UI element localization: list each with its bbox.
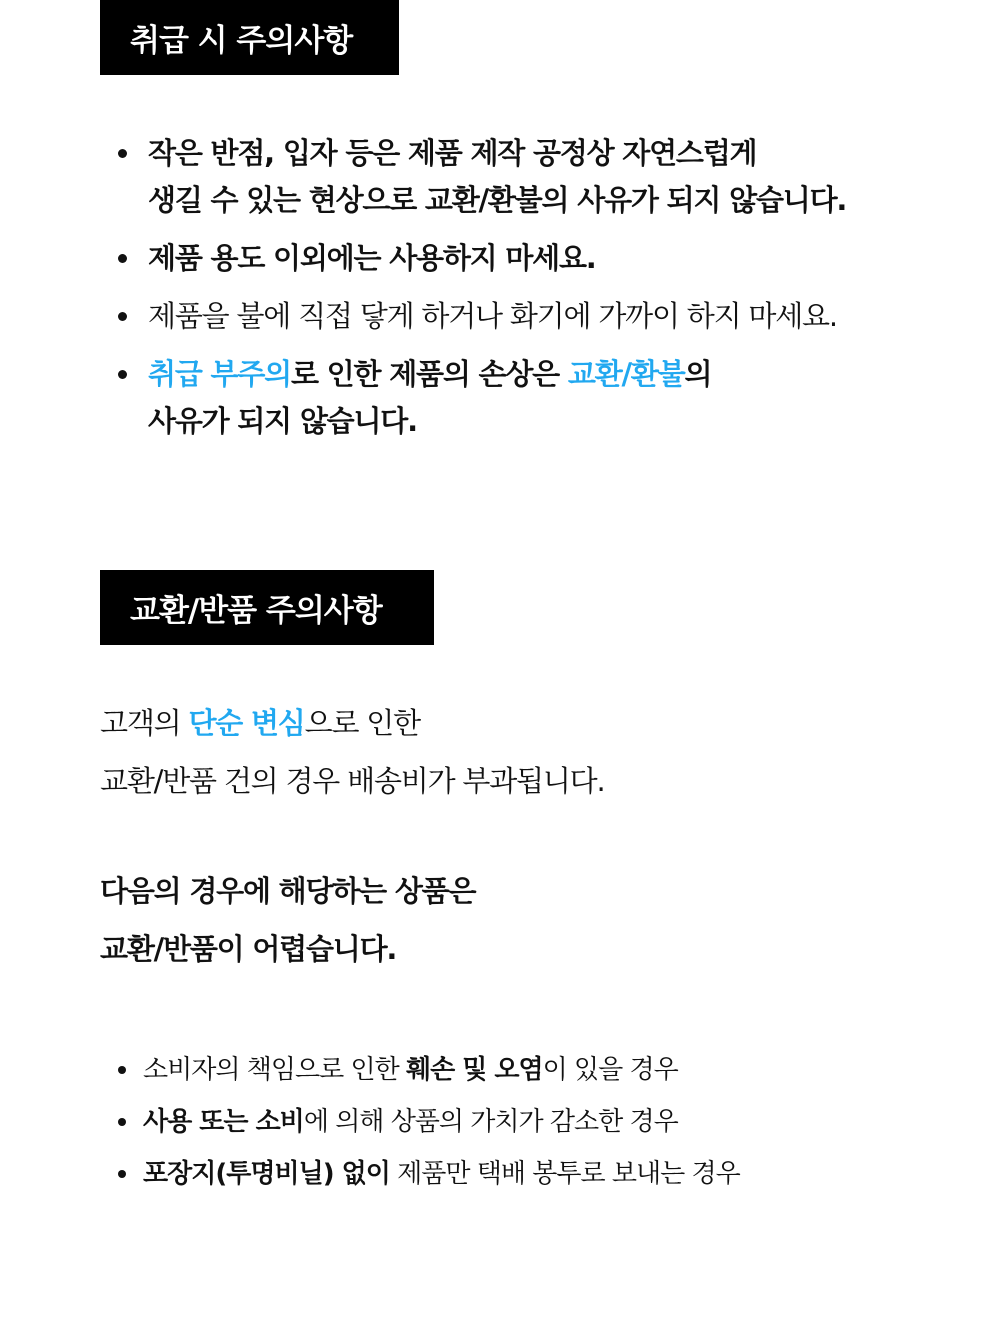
difficult-note-line1: 다음의 경우에 해당하는 상품은: [100, 874, 476, 908]
case-item-no-wrap: [143, 1148, 963, 1200]
case-item-damage-pre: 소비자의 책임으로 인한: [143, 1055, 406, 1085]
bullet-dot: [118, 1170, 126, 1178]
refund-note-line2: 교환/반품 건의 경우 배송비가 부과됩니다.: [100, 764, 605, 798]
case-item-used-post: 에 의해 상품의 가치가 감소한 경우: [303, 1107, 678, 1137]
cases-list: [143, 1044, 963, 1200]
care-item-spots-line1: 작은 반점, 입자 등은 제품 제작 공정상 자연스럽게: [148, 136, 757, 170]
refund-note: [100, 694, 605, 810]
case-item-no-wrap-post: 제품만 택배 봉투로 보내는 경우: [389, 1159, 740, 1189]
care-item-spots-line2: 생길 수 있는 현상으로 교환/환불의 사유가 되지 않습니다.: [148, 183, 847, 217]
highlight-exchange-refund: 교환/환불: [567, 357, 685, 391]
care-item-carelessness-end: 의: [684, 357, 712, 391]
bullet-dot: [118, 1066, 126, 1074]
care-item-spots: [148, 130, 948, 224]
case-item-no-wrap-bold: 포장지(투명비닐) 없이: [143, 1159, 390, 1189]
bullet-dot: [118, 370, 127, 379]
bullet-dot: [118, 149, 127, 158]
care-item-carelessness-line2: 사유가 되지 않습니다.: [148, 404, 417, 438]
case-item-used: [143, 1096, 963, 1148]
care-item-usage-text: 제품 용도 이외에는 사용하지 마세요.: [148, 241, 596, 275]
care-item-usage: [148, 235, 948, 282]
case-item-used-bold: 사용 또는 소비: [143, 1107, 304, 1137]
bullet-dot: [118, 1118, 126, 1126]
refund-note-prefix: 고객의: [100, 706, 189, 740]
care-item-fire-text: 제품을 불에 직접 닿게 하거나 화기에 가까이 하지 마세요.: [148, 299, 837, 333]
case-item-damage-post: 이 있을 경우: [542, 1055, 678, 1085]
exchange-section-title-text: 교환/반품 주의사항: [130, 593, 382, 629]
bullet-dot: [118, 254, 127, 263]
care-item-fire: [148, 293, 948, 340]
highlight-carelessness: 취급 부주의: [148, 357, 291, 391]
care-section-title-text: 취급 시 주의사항: [130, 23, 353, 59]
highlight-simple-change: 단순 변심: [188, 706, 305, 740]
difficult-note: [100, 862, 475, 978]
case-item-damage: [143, 1044, 963, 1096]
care-section-title: [100, 0, 399, 75]
bullet-dot: [118, 312, 127, 321]
exchange-section-title: [100, 570, 434, 645]
refund-note-suffix: 으로 인한: [304, 706, 420, 740]
care-list: [148, 130, 948, 456]
difficult-note-line2: 교환/반품이 어렵습니다.: [100, 932, 397, 966]
care-item-carelessness: [148, 351, 948, 445]
care-item-carelessness-mid: 로 인한 제품의 손상은: [290, 357, 568, 391]
case-item-damage-bold: 훼손 및 오염: [405, 1055, 543, 1085]
